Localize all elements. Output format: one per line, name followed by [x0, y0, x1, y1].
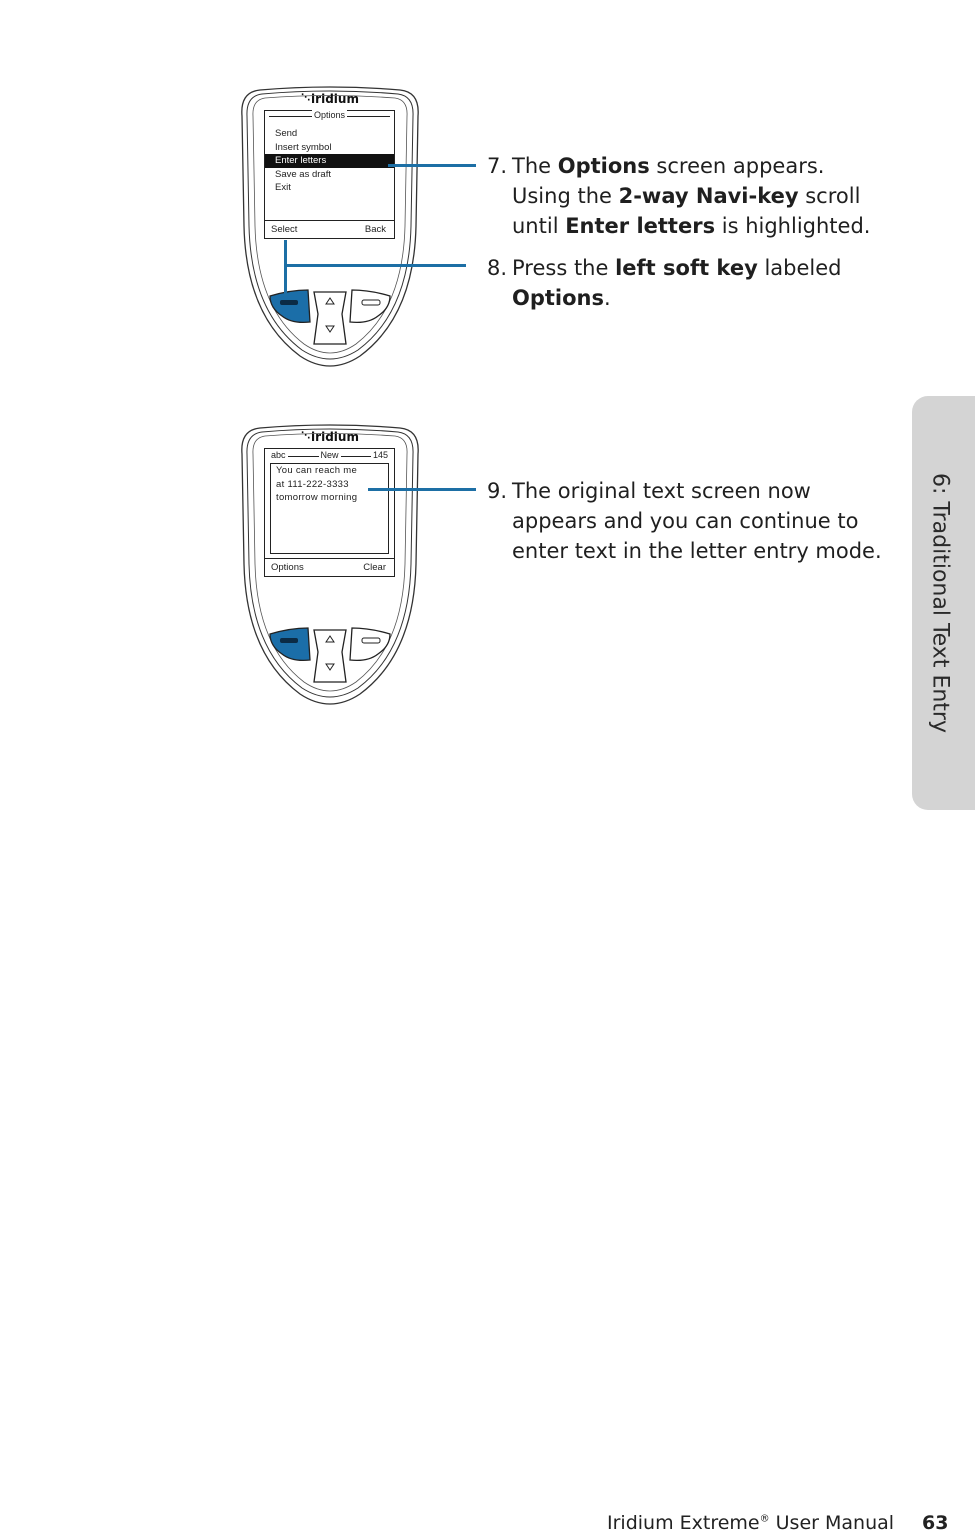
iridium-logo: ⋱iridium: [301, 92, 359, 106]
char-count: 145: [372, 450, 388, 460]
left-softkey-label: Select: [271, 224, 298, 235]
status-bar: [271, 450, 388, 462]
iridium-logo: ⋱iridium: [301, 430, 359, 444]
callout-line-step9: [368, 488, 476, 491]
menu-item: Save as draft: [275, 168, 331, 180]
callout-line-step7: [388, 164, 476, 167]
step-9: 9. The original text screen now appears and you can continue to enter text in the letter entry mode.: [487, 479, 882, 563]
input-mode: abc: [271, 450, 286, 460]
message-line: at 111-222-3333: [276, 478, 349, 490]
right-softkey-label: Back: [364, 224, 386, 235]
message-line: tomorrow morning: [276, 492, 358, 503]
right-soft-key: [350, 290, 390, 322]
navi-key: [314, 292, 346, 344]
phone-illustration-text-entry: [230, 424, 430, 714]
message-title: New: [320, 450, 339, 460]
callout-line-step8-vertical: [284, 240, 287, 296]
right-softkey-label: Clear: [363, 562, 386, 573]
left-soft-key: [270, 628, 310, 660]
left-softkey-label: Options: [271, 562, 304, 573]
menu-item: Exit: [275, 182, 291, 193]
right-soft-key: [350, 628, 390, 660]
softkey-bar: [265, 220, 394, 238]
navi-key: [314, 630, 346, 682]
callout-line-step8: [284, 264, 466, 267]
softkey-bar: [265, 558, 394, 576]
step-8: 8. Press the left soft key labeled Options.: [487, 256, 842, 310]
chapter-tab-label: 6: Traditional Text Entry: [927, 473, 953, 733]
phone-illustration-options: [230, 86, 430, 376]
chapter-tab: [912, 396, 975, 810]
message-text-area: [270, 463, 389, 554]
menu-item: Insert symbol: [275, 141, 332, 153]
page-number: 63: [922, 1512, 949, 1534]
phone-screen: [264, 110, 395, 239]
options-menu: [265, 127, 394, 195]
message-line: You can reach me: [276, 465, 358, 476]
screen-title: Options: [265, 110, 394, 120]
step-7: 7. The Options screen appears. Using the 2-way Navi-key scroll until Enter letters is highlighted.: [487, 154, 871, 238]
footer-title: Iridium Extreme® User Manual: [607, 1512, 895, 1534]
phone-screen: [264, 448, 395, 577]
menu-item: Send: [275, 128, 298, 139]
left-soft-key: [270, 290, 310, 322]
menu-item-selected: Enter letters: [265, 154, 394, 168]
